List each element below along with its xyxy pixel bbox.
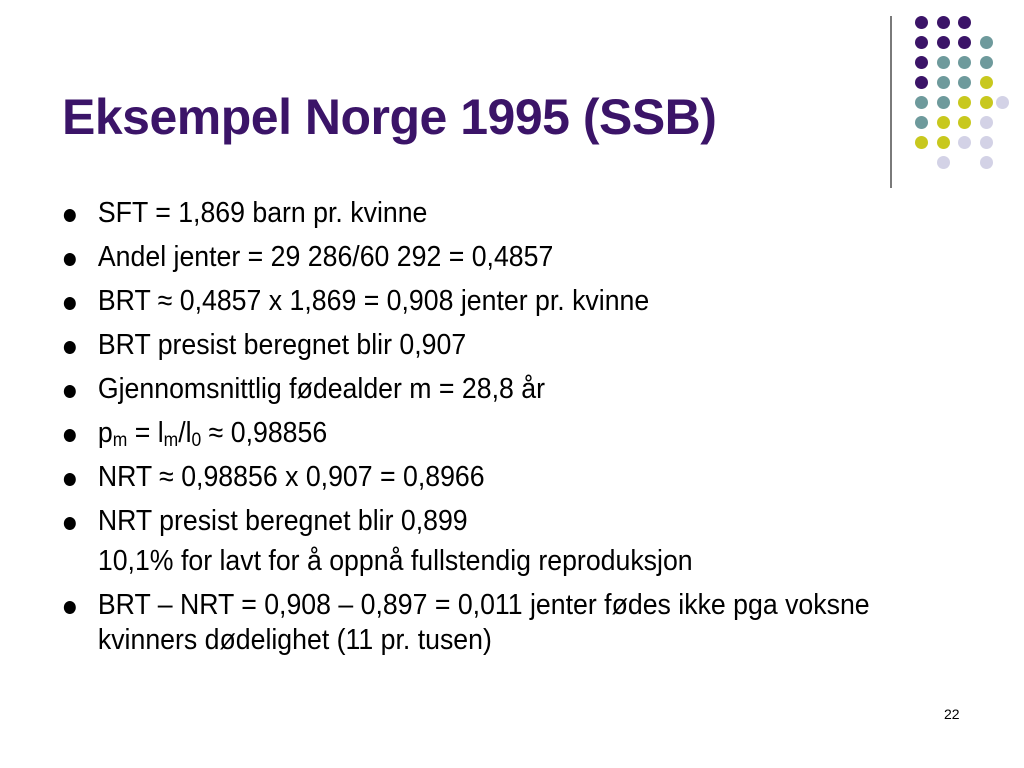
bullet-text: 10,1% for lavt for å oppnå fullstendig reproduksjon xyxy=(97,545,693,577)
decorative-dot xyxy=(980,76,993,89)
decorative-dot xyxy=(937,116,950,129)
bullet-item xyxy=(62,372,890,407)
decorative-dot xyxy=(915,96,928,109)
decorative-dot xyxy=(980,116,993,129)
page-number: 22 xyxy=(944,706,960,722)
decorative-dot xyxy=(915,56,928,69)
decorative-dot xyxy=(937,76,950,89)
decorative-dot xyxy=(937,16,950,29)
bullet-text-formula xyxy=(98,417,327,449)
bullet-text: BRT – NRT = 0,908 – 0,897 = 0,011 jenter fødes ikke pga voksne kvinners dødelighet (11 pr. tusen) xyxy=(97,589,870,656)
bullet-dot-icon xyxy=(64,385,76,398)
formula-part: = l xyxy=(127,417,164,449)
formula-subscript: m xyxy=(112,430,128,451)
bullet-text: Andel jenter = 29 286/60 292 = 0,4857 xyxy=(97,241,554,273)
decorative-dot xyxy=(937,36,950,49)
decorative-dot xyxy=(915,36,928,49)
decorative-dot xyxy=(958,96,971,109)
decorative-dot xyxy=(915,136,928,149)
decorative-dot xyxy=(958,56,971,69)
decorative-dot xyxy=(915,16,928,29)
decorative-dot xyxy=(937,56,950,69)
bullet-item xyxy=(62,240,890,275)
bullet-text: BRT presist beregnet blir 0,907 xyxy=(97,329,467,361)
bullet-dot-icon xyxy=(64,601,76,614)
slide-title: Eksempel Norge 1995 (SSB) xyxy=(62,89,717,145)
vertical-divider xyxy=(890,16,892,188)
bullet-text: BRT ≈ 0,4857 x 1,869 = 0,908 jenter pr. kvinne xyxy=(97,285,650,317)
bullet-item xyxy=(62,504,890,539)
decorative-dot xyxy=(958,16,971,29)
bullet-dot-icon xyxy=(64,517,76,530)
bullet-text: NRT ≈ 0,98856 x 0,907 = 0,8966 xyxy=(97,461,485,493)
decorative-dot xyxy=(958,136,971,149)
decorative-dot xyxy=(937,96,950,109)
formula-subscript: m xyxy=(163,430,179,451)
bullet-dot-icon xyxy=(64,473,76,486)
bullet-item xyxy=(62,416,890,451)
decorative-dot xyxy=(915,116,928,129)
bullet-dot-icon xyxy=(64,297,76,310)
decorative-dot xyxy=(937,136,950,149)
bullet-item xyxy=(62,328,890,363)
decorative-dot xyxy=(915,76,928,89)
formula-part: /l xyxy=(178,417,192,449)
bullet-item xyxy=(62,284,890,319)
decorative-dot xyxy=(996,96,1009,109)
bullet-item xyxy=(62,460,890,495)
bullet-item xyxy=(62,588,890,658)
bullet-text: Gjennomsnittlig fødealder m = 28,8 år xyxy=(97,373,545,405)
decorative-dot xyxy=(980,96,993,109)
formula-part: p xyxy=(97,417,113,449)
decorative-dot xyxy=(980,56,993,69)
decorative-dot xyxy=(958,36,971,49)
bullet-item xyxy=(62,196,890,231)
decorative-dot xyxy=(980,156,993,169)
bullet-text: SFT = 1,869 barn pr. kvinne xyxy=(97,197,428,229)
bullet-dot-icon xyxy=(64,253,76,266)
bullet-text: NRT presist beregnet blir 0,899 xyxy=(97,505,468,537)
formula-part: ≈ 0,98856 xyxy=(201,417,328,449)
continuation-line xyxy=(62,544,890,579)
bullet-dot-icon xyxy=(64,429,76,442)
decorative-dot xyxy=(937,156,950,169)
decorative-dot xyxy=(958,116,971,129)
decorative-dot xyxy=(980,36,993,49)
bullet-dot-icon xyxy=(64,341,76,354)
decorative-dot xyxy=(980,136,993,149)
formula-subscript: 0 xyxy=(191,430,202,451)
bullet-list xyxy=(62,196,890,667)
bullet-dot-icon xyxy=(64,209,76,222)
decorative-dot xyxy=(958,76,971,89)
